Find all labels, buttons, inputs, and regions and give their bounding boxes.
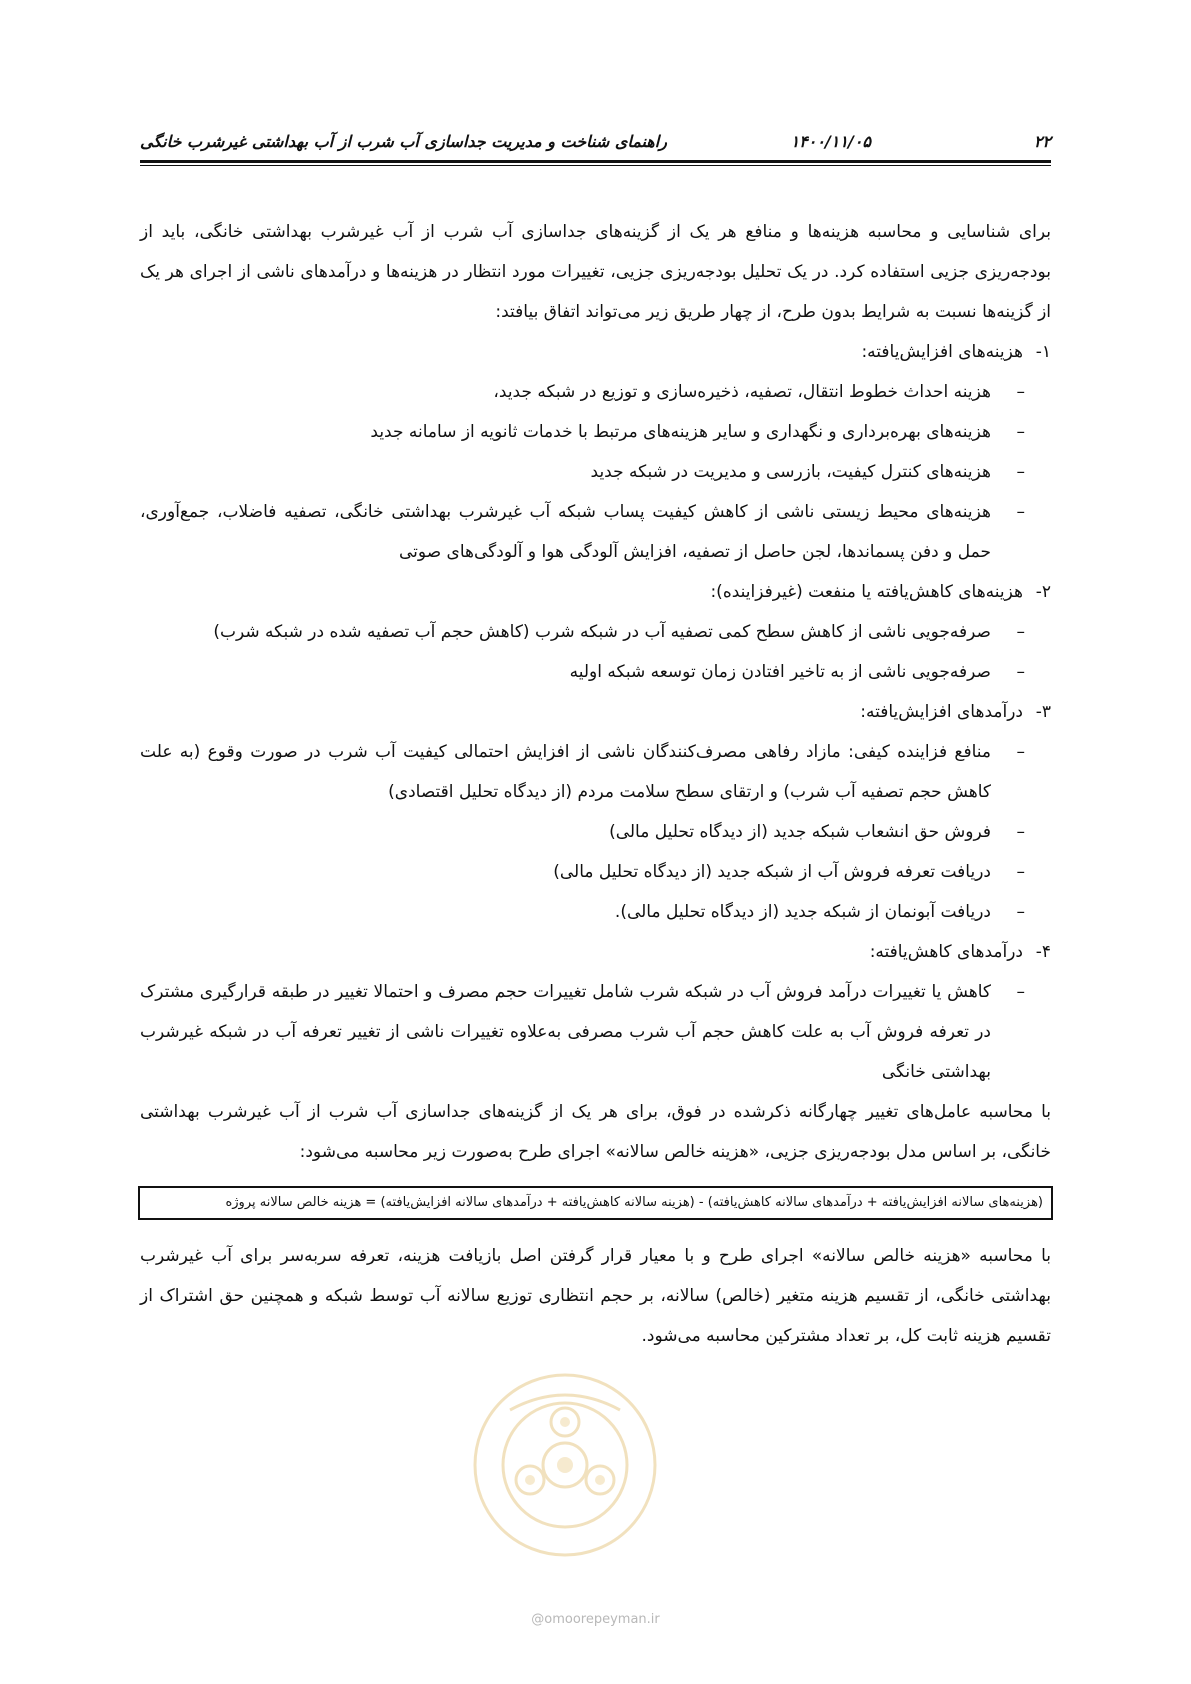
section-number: ۴-: [1035, 942, 1051, 962]
section-title: درآمدهای افزایش‌یافته:: [860, 702, 1023, 722]
section-2-list: [140, 612, 1051, 692]
section-4-heading: [140, 932, 1051, 972]
section-1-heading: [140, 332, 1051, 372]
paragraph-after-list: با محاسبه عامل‌های تغییر چهارگانه ذکرشده در فوق، برای هر یک از گزینه‌های جداسازی آب شرب از آب غیرشرب بهداشتی خانگی، بر اساس مدل بودجه‌ریزی جزیی، «هزینه خالص سالانه» اجرای طرح به‌صورت زیر محاسبه می‌شود:: [140, 1102, 1051, 1162]
list-item: – کاهش یا تغییرات درآمد فروش آب در شبکه شرب شامل تغییرات حجم مصرف و احتمالا تغییر در طبقه قرارگیری مشترک در تعرفه فروش آب به علت کاهش حجم آب شرب مصرفی به‌علاوه تغییرات ناشی از تغییر تعرفه آب در شبکه غیرشرب بهداشتی خانگی: [140, 972, 1025, 1092]
list-item: – هزینه‌های محیط زیستی ناشی از کاهش کیفیت پساب شبکه آب غیرشرب بهداشتی خانگی، تصفیه فاضلاب، جمع‌آوری، حمل و دفن پسماندها، لجن حاصل از تصفیه، افزایش آلودگی هوا و آلودگی‌های صوتی: [140, 492, 1025, 572]
list-item: – هزینه‌های بهره‌برداری و نگهداری و سایر هزینه‌های مرتبط با خدمات ثانویه از سامانه جدید: [140, 412, 1025, 452]
page-header: [140, 128, 1051, 156]
section-title: هزینه‌های کاهش‌یافته یا منفعت (غیرفزاینده):: [710, 582, 1023, 602]
closing-paragraph: با محاسبه «هزینه خالص سالانه» اجرای طرح و با معیار قرار گرفتن اصل بازیافت هزینه، تعرفه سربه‌سر برای آب غیرشرب بهداشتی خانگی، از تقسیم هزینه متغیر (خالص) سالانه، بر حجم انتظاری توزیع سالانه آب توسط شبکه و همچنین حق اشتراک از تقسیم هزینه ثابت کل، بر تعداد مشترکین محاسبه می‌شود.: [140, 1246, 1051, 1346]
page-number: ۲۲: [1033, 132, 1051, 151]
section-number: ۳-: [1035, 702, 1051, 722]
section-number: ۱-: [1035, 342, 1051, 362]
section-number: ۲-: [1035, 582, 1051, 602]
section-4-list: [140, 972, 1051, 1092]
watermark-url: @omoorepeyman.ir: [531, 1612, 660, 1627]
formula-box: (هزینه‌های سالانه افزایش‌یافته + درآمدهای سالانه کاهش‌یافته) - (هزینه سالانه کاهش‌یافته + درآمدهای سالانه افزایش‌یافته) = هزینه خالص سالانه پروژه: [138, 1186, 1053, 1220]
watermark-emblem-icon: [470, 1370, 660, 1560]
header-rule: [140, 160, 1051, 166]
section-title: هزینه‌های افزایش‌یافته:: [861, 342, 1023, 362]
list-item: – هزینه احداث خطوط انتقال، تصفیه، ذخیره‌سازی و توزیع در شبکه جدید،: [140, 372, 1025, 412]
section-2-heading: [140, 572, 1051, 612]
list-item: – فروش حق انشعاب شبکه جدید (از دیدگاه تحلیل مالی): [140, 812, 1025, 852]
header-title: راهنمای شناخت و مدیریت جداسازی آب شرب از آب بهداشتی غیرشرب خانگی: [140, 132, 667, 151]
section-title: درآمدهای کاهش‌یافته:: [869, 942, 1023, 962]
list-item: – دریافت آبونمان از شبکه جدید (از دیدگاه تحلیل مالی).: [140, 892, 1025, 932]
intro-paragraph: برای شناسایی و محاسبه هزینه‌ها و منافع هر یک از گزینه‌های جداسازی آب شرب از آب غیرشرب بهداشتی خانگی، باید از بودجه‌ریزی جزیی استفاده کرد. در یک تحلیل بودجه‌ریزی جزیی، تغییرات مورد انتظار در هزینه‌ها و درآمدهای ناشی از اجرای هر یک از گزینه‌ها نسبت به شرایط بدون طرح، از چهار طریق زیر می‌تواند اتفاق بیافتد:: [140, 222, 1051, 322]
list-item: – دریافت تعرفه فروش آب از شبکه جدید (از دیدگاه تحلیل مالی): [140, 852, 1025, 892]
section-3-list: [140, 732, 1051, 932]
document-body: [140, 212, 1051, 1356]
section-1-list: [140, 372, 1051, 572]
list-item: – هزینه‌های کنترل کیفیت، بازرسی و مدیریت در شبکه جدید: [140, 452, 1025, 492]
list-item: – صرفه‌جویی ناشی از به تاخیر افتادن زمان توسعه شبکه اولیه: [140, 652, 1025, 692]
list-item: – صرفه‌جویی ناشی از کاهش سطح کمی تصفیه آب در شبکه شرب (کاهش حجم آب تصفیه شده در شبکه شرب): [140, 612, 1025, 652]
section-3-heading: [140, 692, 1051, 732]
list-item: – منافع فزاینده کیفی: مازاد رفاهی مصرف‌کنندگان ناشی از افزایش احتمالی کیفیت آب شرب در صورت وقوع (به علت کاهش حجم تصفیه آب شرب) و ارتقای سطح سلامت مردم (از دیدگاه تحلیل اقتصادی): [140, 732, 1025, 812]
header-date: ۱۴۰۰/۱۱/۰۵: [790, 132, 871, 151]
